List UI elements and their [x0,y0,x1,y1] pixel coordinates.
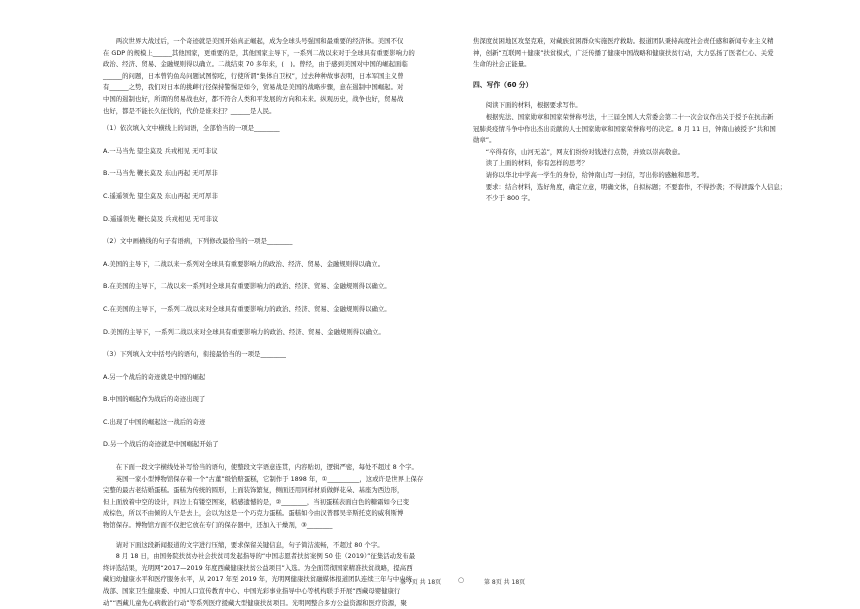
page-separator-icon: ○ [458,576,465,584]
passage-line: 也好，都是不能长久征伐的，代价是谁来扫？______是人民。 [103,106,276,115]
option-d: D.遥遥领先 鞭长莫及 兵戎相见 无可非议 [103,214,219,223]
option-b: B.中国的崛起作为战后的奇迹出现了 [103,395,206,404]
passage-line: ______的问题，日本曾钓鱼岛问题试图惊吃，行使所谓“集体自卫权”，过去种种故事表明，日本军国主义曾 [103,71,404,80]
passage-line: 政治、经济、贸易、金融规则得以确立。二战结束 70 多年来，( )。曾经，由于感到美国对中国的崛起面临 [103,60,408,69]
question-3 [103,349,448,451]
option-d: D.美国的主导下，一系列二战以来对全球具有重要影响力的政治、经济、贸易、金融规则得以确立。 [103,327,385,336]
prompt-line: 不少于 800 字。 [473,194,534,203]
passage-line: 但上面放着中空的设计，四边上有镂空图案，稍感遗憾的是，②________，当初蛋糕表面白色的糖霜如今已变 [103,497,410,506]
passage-line: 焦深度贫困地区攻坚克难，对藏族贫困群众实施医疗救助。报道团队秉持高度社会责任感和新闻专业主义精 [473,37,774,45]
question-stem: （1）依次填入文中横线上的词语，全部恰当的一项是________ [103,124,280,133]
writing-prompt [473,100,809,204]
passage-2 [103,462,448,532]
page-number-right [484,577,525,586]
page-number-left [400,577,441,586]
passage-line: 藏妇幼健康水平和医疗服务水平，从 2017 年至 2019 年，光明网健康扶贫融媒体报道团队连续三年与中央统 [103,575,413,584]
option-b: B.在美国的主导下，二战以来一系列对全球具有重要影响力的政治、经济、贸易、金融规则得以确立。 [103,282,391,291]
question-1 [103,123,448,225]
page-number-left-text: 第 7页 共 18页 [400,579,442,586]
option-b: B.一马当先 鞭长莫及 东山再起 无可厚非 [103,169,218,178]
prompt-line: 读了上面的材料，你有怎样的思考？ [473,159,589,168]
passage-1 [103,36,448,117]
option-c: C.遥遥领先 望尘莫及 东山再起 无可厚非 [103,191,218,200]
passage-line: 战部、国家卫生健康委、中国人口宣传教育中心、中国光彩事业指导中心等机构联手开展“西藏母婴健康行 [103,587,401,595]
passage-line: 两次世界大战过后，一个奇迹就是美国开始真正崛起，成为全球头号强国和最重要的经济体。美国不仅 [103,37,404,45]
option-a: A.一马当先 望尘莫及 兵戎相见 无可非议 [103,146,218,155]
page-number-right-text: 第 8页 共 18页 [484,579,526,586]
passage-line: 请对下面这段新闻报道的文字进行压缩，要求保留关键信息，句子简洁流畅，不超过 80 个字。 [103,540,384,549]
question-stem: （2）文中画横线的句子有语病，下列修改最恰当的一项是________ [103,237,293,246]
passage-line: 物馆保存。博物馆方面不仅把它放在专门的保存器中，还加入干燥剂，③________ [103,521,333,530]
passage-line: 在下面一段文字横线处补写恰当的语句，使整段文字语意连贯，内容贴切，逻辑严密，每处不超过 8 个字。 [103,463,418,472]
passage-3 [103,540,448,609]
passage-line: 有______之势，我们对日本的挑衅行径保持警惕是如今，贸易战是美国的战略步骤，意在遏制中国崛起。对 [103,83,404,92]
question-stem: （3）下列填入文中括号内的语句，衔接最恰当的一项是________ [103,350,287,359]
passage-line: 神，创新“互联网＋健康”扶贫模式，广泛传播了健康中国战略和健康扶贫行动，大力弘扬了医者仁心、关爱 [473,48,774,57]
passage-line: 动”“西藏儿童先心病救治行动”等系列医疗援藏大型健康扶贫项目。光明网整合多方公益资源和医疗资源，聚 [103,598,407,607]
option-a: A.另一个战后的奇迹就是中国的崛起 [103,372,206,381]
prompt-line: 要求：结合材料，选好角度，确定立意，明确文体，自拟标题；不要套作，不得抄袭；不得泄露个人信息； [473,182,787,191]
option-c: C.在美国的主导下，一系列二战以来对全球具有重要影响力的政治、经济、贸易、金融规则得以确立。 [103,304,391,313]
prompt-line: 冠肺炎疫情斗争中作出杰出贡献的人士国家勋章和国家荣誉称号的决定。8 月 11 日，钟南山被授予“共和国 [473,124,776,133]
option-a: A.美国的主导下，二战以来一系列对全球具有重要影响力的政治、经济、贸易、金融规则得以确立。 [103,259,385,268]
prompt-line: 根据宪法、国家勋章和国家荣誉称号法，十三届全国人大常委会第二十一次会议作出关于授予在抗击新 [473,112,774,121]
passage-line: 生命的社会正能量。 [473,60,531,69]
question-2 [103,236,448,338]
section-title: 四、写作（60 分） [473,80,533,89]
passage-continued [473,36,809,71]
prompt-line: 请你以华北中学高一学生的身份，给钟南山写一封信，写出你的感触和思考。 [473,170,704,179]
passage-line: 中国的遏制也好，所谓的贸易战也好，都不符合人类和平发展的方向和未来。纵观历史，战争也好，贸易战 [103,94,404,103]
left-column [103,36,448,609]
prompt-line: “卒得有你，山河无恙”，网友们纷纷对钱进行点赞，并致以崇高敬意。 [473,147,685,156]
passage-line: 完整的最古老结婚蛋糕。蛋糕为传统的圆形，上面装饰繁复，侧面还用同样材质做鲜花朵、基座为西边形， [103,486,404,495]
prompt-line: 勋章”。 [473,136,496,145]
right-column [473,36,809,205]
option-d: D.另一个战后的奇迹就是中国崛起开始了 [103,440,219,449]
passage-line: 在 GDP 的规模上______其他国家，更重要的是，其他国家主导下，一系列二战以来对于全球具有重要影响力的 [103,48,415,57]
option-c: C.出现了中国的崛起这一战后的奇迹 [103,417,206,426]
passage-line: 终评选结果，光明网“2017—2019 年度西藏健康扶贫公益项目”入选。为全面贯彻国家精准扶贫战略，提高西 [103,563,413,572]
passage-line: 成棕色，所以不由倾的人午是去上，会以为这是一个巧克力蛋糕。蛋糕如今由汉普郡吴辛斯托克的威利斯博 [103,509,404,518]
passage-line: 英国一家小型博物馆保存着一个“古董”级恰赔蛋糕，它制作于 1898 年，①__________，这或许是世界上保存 [103,474,424,483]
prompt-line: 阅读下面的材料，根据要求写作。 [473,101,582,110]
passage-line: 8 月 18 日，由国务院扶贫办社会扶贫司发起指导的“中国志愿者扶贫案例 50 佳（2019）”征集活动发布最 [103,552,416,561]
